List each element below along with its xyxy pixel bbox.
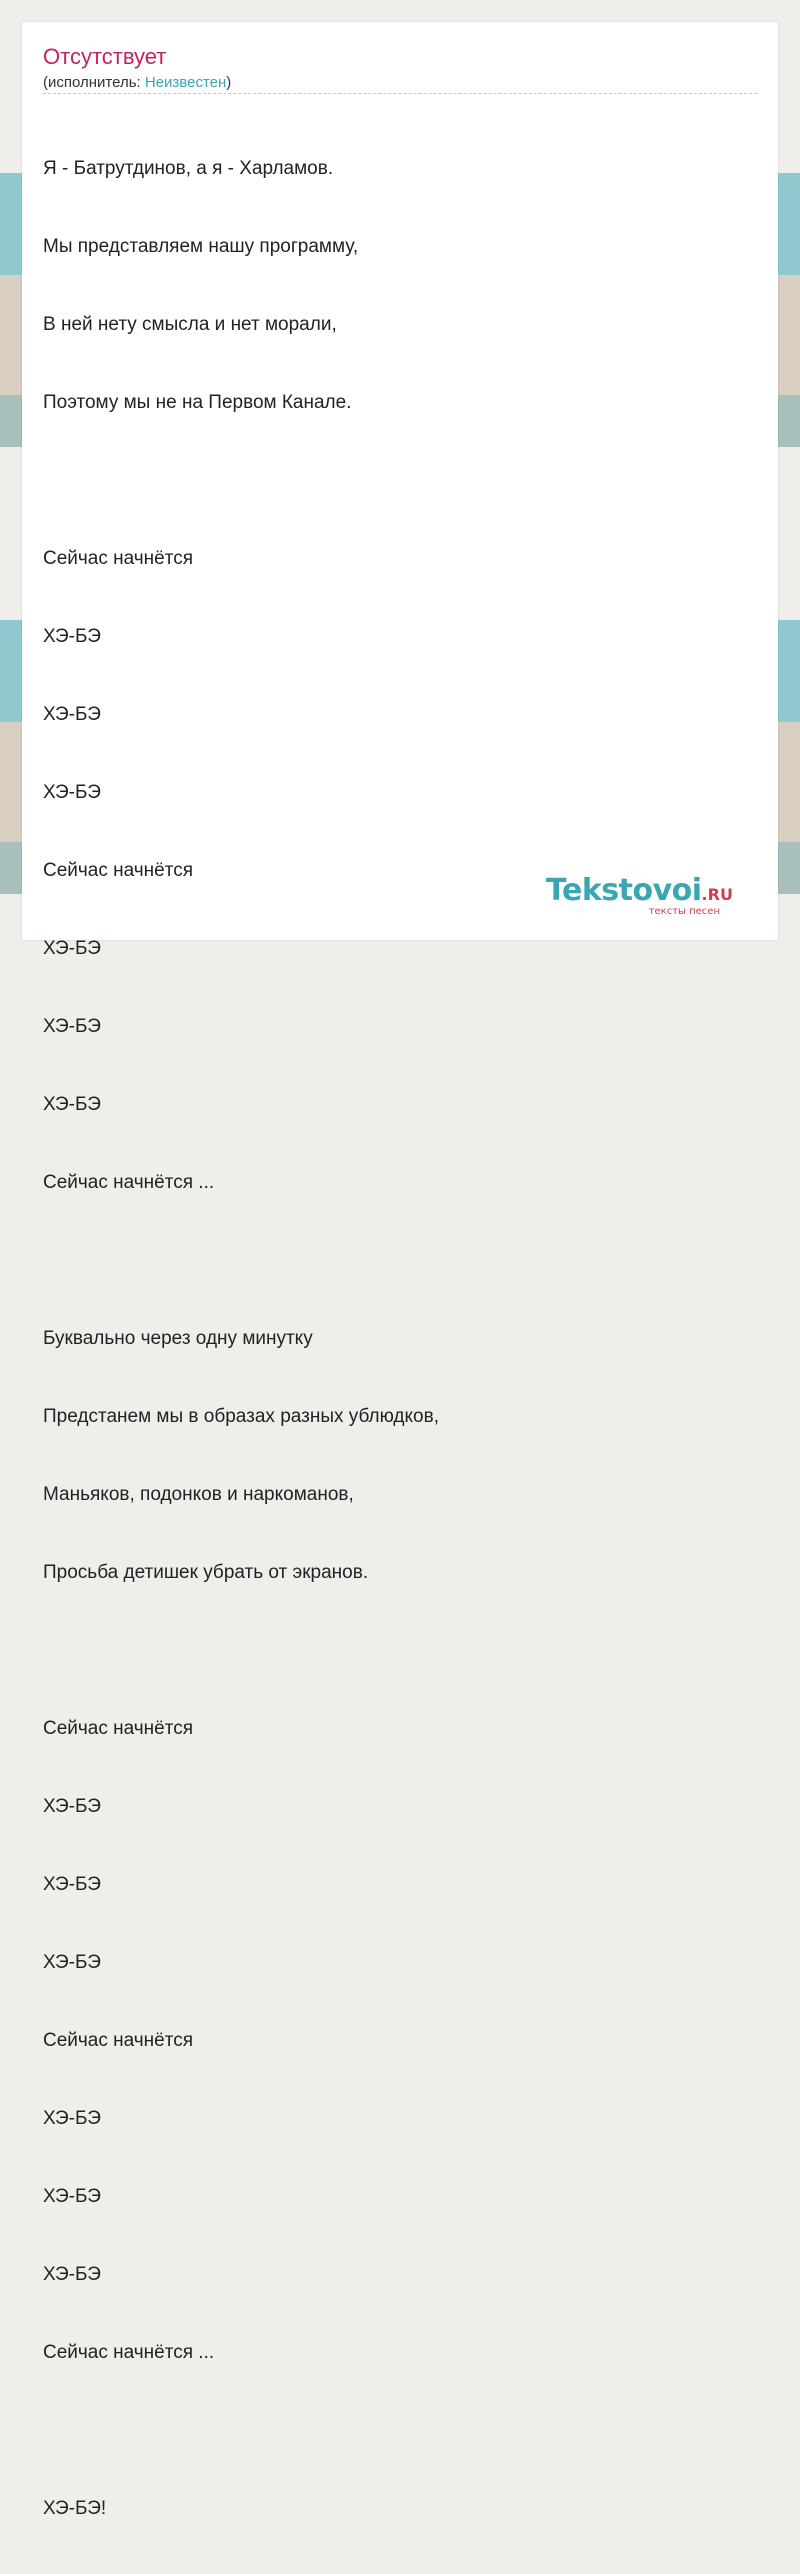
- lyric-line: Сейчас начнётся: [43, 1718, 194, 1739]
- artist-prefix: (исполнитель:: [43, 74, 145, 91]
- lyric-line: ХЭ-БЭ: [43, 1796, 101, 1817]
- lyric-line: [43, 1248, 757, 1274]
- lyrics-text: [43, 104, 757, 2574]
- lyric-line: Просьба детишек убрать от экранов.: [43, 1562, 369, 1583]
- lyric-line: ХЭ-БЭ: [43, 1094, 101, 1115]
- lyric-line: [43, 1638, 757, 1664]
- divider: [43, 93, 757, 94]
- lyric-line: Сейчас начнётся ...: [43, 2342, 215, 2363]
- lyrics-card: [22, 22, 778, 2519]
- lyric-line: Сейчас начнётся: [43, 860, 194, 881]
- lyric-line: [43, 2418, 757, 2444]
- lyric-line: ХЭ-БЭ: [43, 1874, 101, 1895]
- song-title: Отсутствует: [43, 44, 167, 69]
- lyric-line: Мы представляем нашу программу,: [43, 236, 359, 257]
- artist-link[interactable]: Неизвестен: [144, 74, 227, 91]
- lyric-line: Предстанем мы в образах разных ублюдков,: [43, 1406, 439, 1427]
- lyric-line: ХЭ-БЭ: [43, 704, 101, 725]
- site-logo[interactable]: [546, 873, 756, 919]
- lyric-line: ХЭ-БЭ: [43, 2108, 101, 2129]
- lyric-line: Сейчас начнётся ...: [43, 1172, 215, 1193]
- lyric-line: Поэтому мы не на Первом Канале.: [43, 392, 352, 413]
- artist-line: [43, 74, 231, 92]
- lyric-line: ХЭ-БЭ: [43, 938, 101, 959]
- lyric-line: ХЭ-БЭ: [43, 2264, 101, 2285]
- lyric-line: ХЭ-БЭ!: [43, 2498, 107, 2519]
- lyric-line: Сейчас начнётся: [43, 548, 194, 569]
- logo-tagline: тексты песен: [648, 906, 720, 917]
- lyric-line: ХЭ-БЭ: [43, 782, 101, 803]
- artist-suffix: ): [226, 74, 232, 91]
- lyric-line: Сейчас начнётся: [43, 2030, 194, 2051]
- logo-tld: .RU: [701, 885, 733, 904]
- lyric-line: Буквально через одну минутку: [43, 1328, 313, 1349]
- lyric-line: ХЭ-БЭ: [43, 2186, 101, 2207]
- lyric-line: ХЭ-БЭ: [43, 1952, 101, 1973]
- lyric-line: [43, 468, 757, 494]
- lyric-line: Я - Батрутдинов, а я - Харламов.: [43, 158, 334, 179]
- lyric-line: ХЭ-БЭ: [43, 1016, 101, 1037]
- lyric-line: ХЭ-БЭ: [43, 626, 101, 647]
- lyric-line: В ней нету смысла и нет морали,: [43, 314, 337, 335]
- logo-main-text: Tekstovoi: [546, 873, 702, 908]
- lyric-line: Маньяков, подонков и наркоманов,: [43, 1484, 354, 1505]
